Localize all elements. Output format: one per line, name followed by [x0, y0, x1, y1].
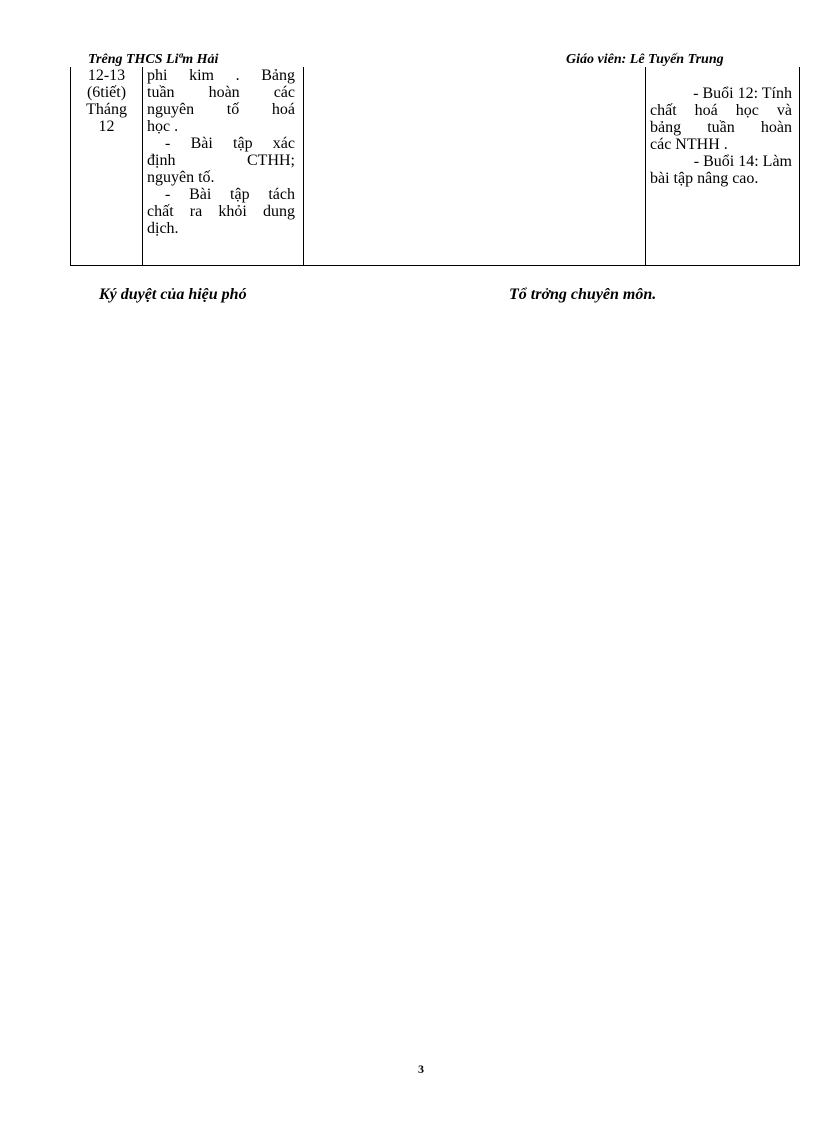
school-name: Trêng THCS Liªm Hải — [88, 52, 219, 67]
content-line: nguyên tố hoá — [147, 101, 295, 118]
notes-line: bảng tuần hoàn — [650, 119, 792, 136]
page-number: 3 — [418, 1062, 424, 1076]
week-cell — [71, 67, 143, 266]
department-head-signature-label: Tổ trởng chuyên môn. — [509, 286, 657, 303]
week-month-label: Tháng — [86, 101, 127, 118]
notes-line: - Buổi 12: Tính — [693, 85, 792, 102]
week-month-number: 12 — [98, 118, 115, 135]
vice-principal-signature-label: Ký duyệt của hiệu phó — [99, 286, 247, 303]
table-row — [71, 67, 800, 266]
notes-line: - Buổi 14: Làm — [693, 153, 792, 170]
week-periods: (6tiết) — [86, 84, 127, 101]
content-line: phi kim . Bảng — [147, 67, 295, 84]
content-line: dịch. — [147, 220, 179, 237]
content-line: định CTHH; — [147, 152, 295, 169]
content-line: chất ra khỏi dung — [147, 203, 295, 220]
notes-cell — [646, 67, 800, 266]
content-line: nguyên tố. — [147, 169, 215, 186]
content-cell — [143, 67, 304, 266]
empty-cell — [304, 67, 646, 266]
content-line: - Bài tập xác — [165, 135, 295, 152]
schedule-table — [70, 67, 800, 266]
content-line: tuần hoàn các — [147, 84, 295, 101]
teacher-name: Giáo viên: Lê Tuyến Trung — [566, 52, 724, 67]
week-range: 12-13 — [87, 67, 126, 84]
notes-line: các NTHH . — [650, 136, 728, 153]
page-header — [0, 52, 816, 68]
content-line: - Bài tập tách — [165, 186, 295, 203]
content-line: học . — [147, 118, 179, 135]
notes-line: bài tập nâng cao. — [650, 170, 759, 187]
notes-line: chất hoá học và — [650, 102, 792, 119]
